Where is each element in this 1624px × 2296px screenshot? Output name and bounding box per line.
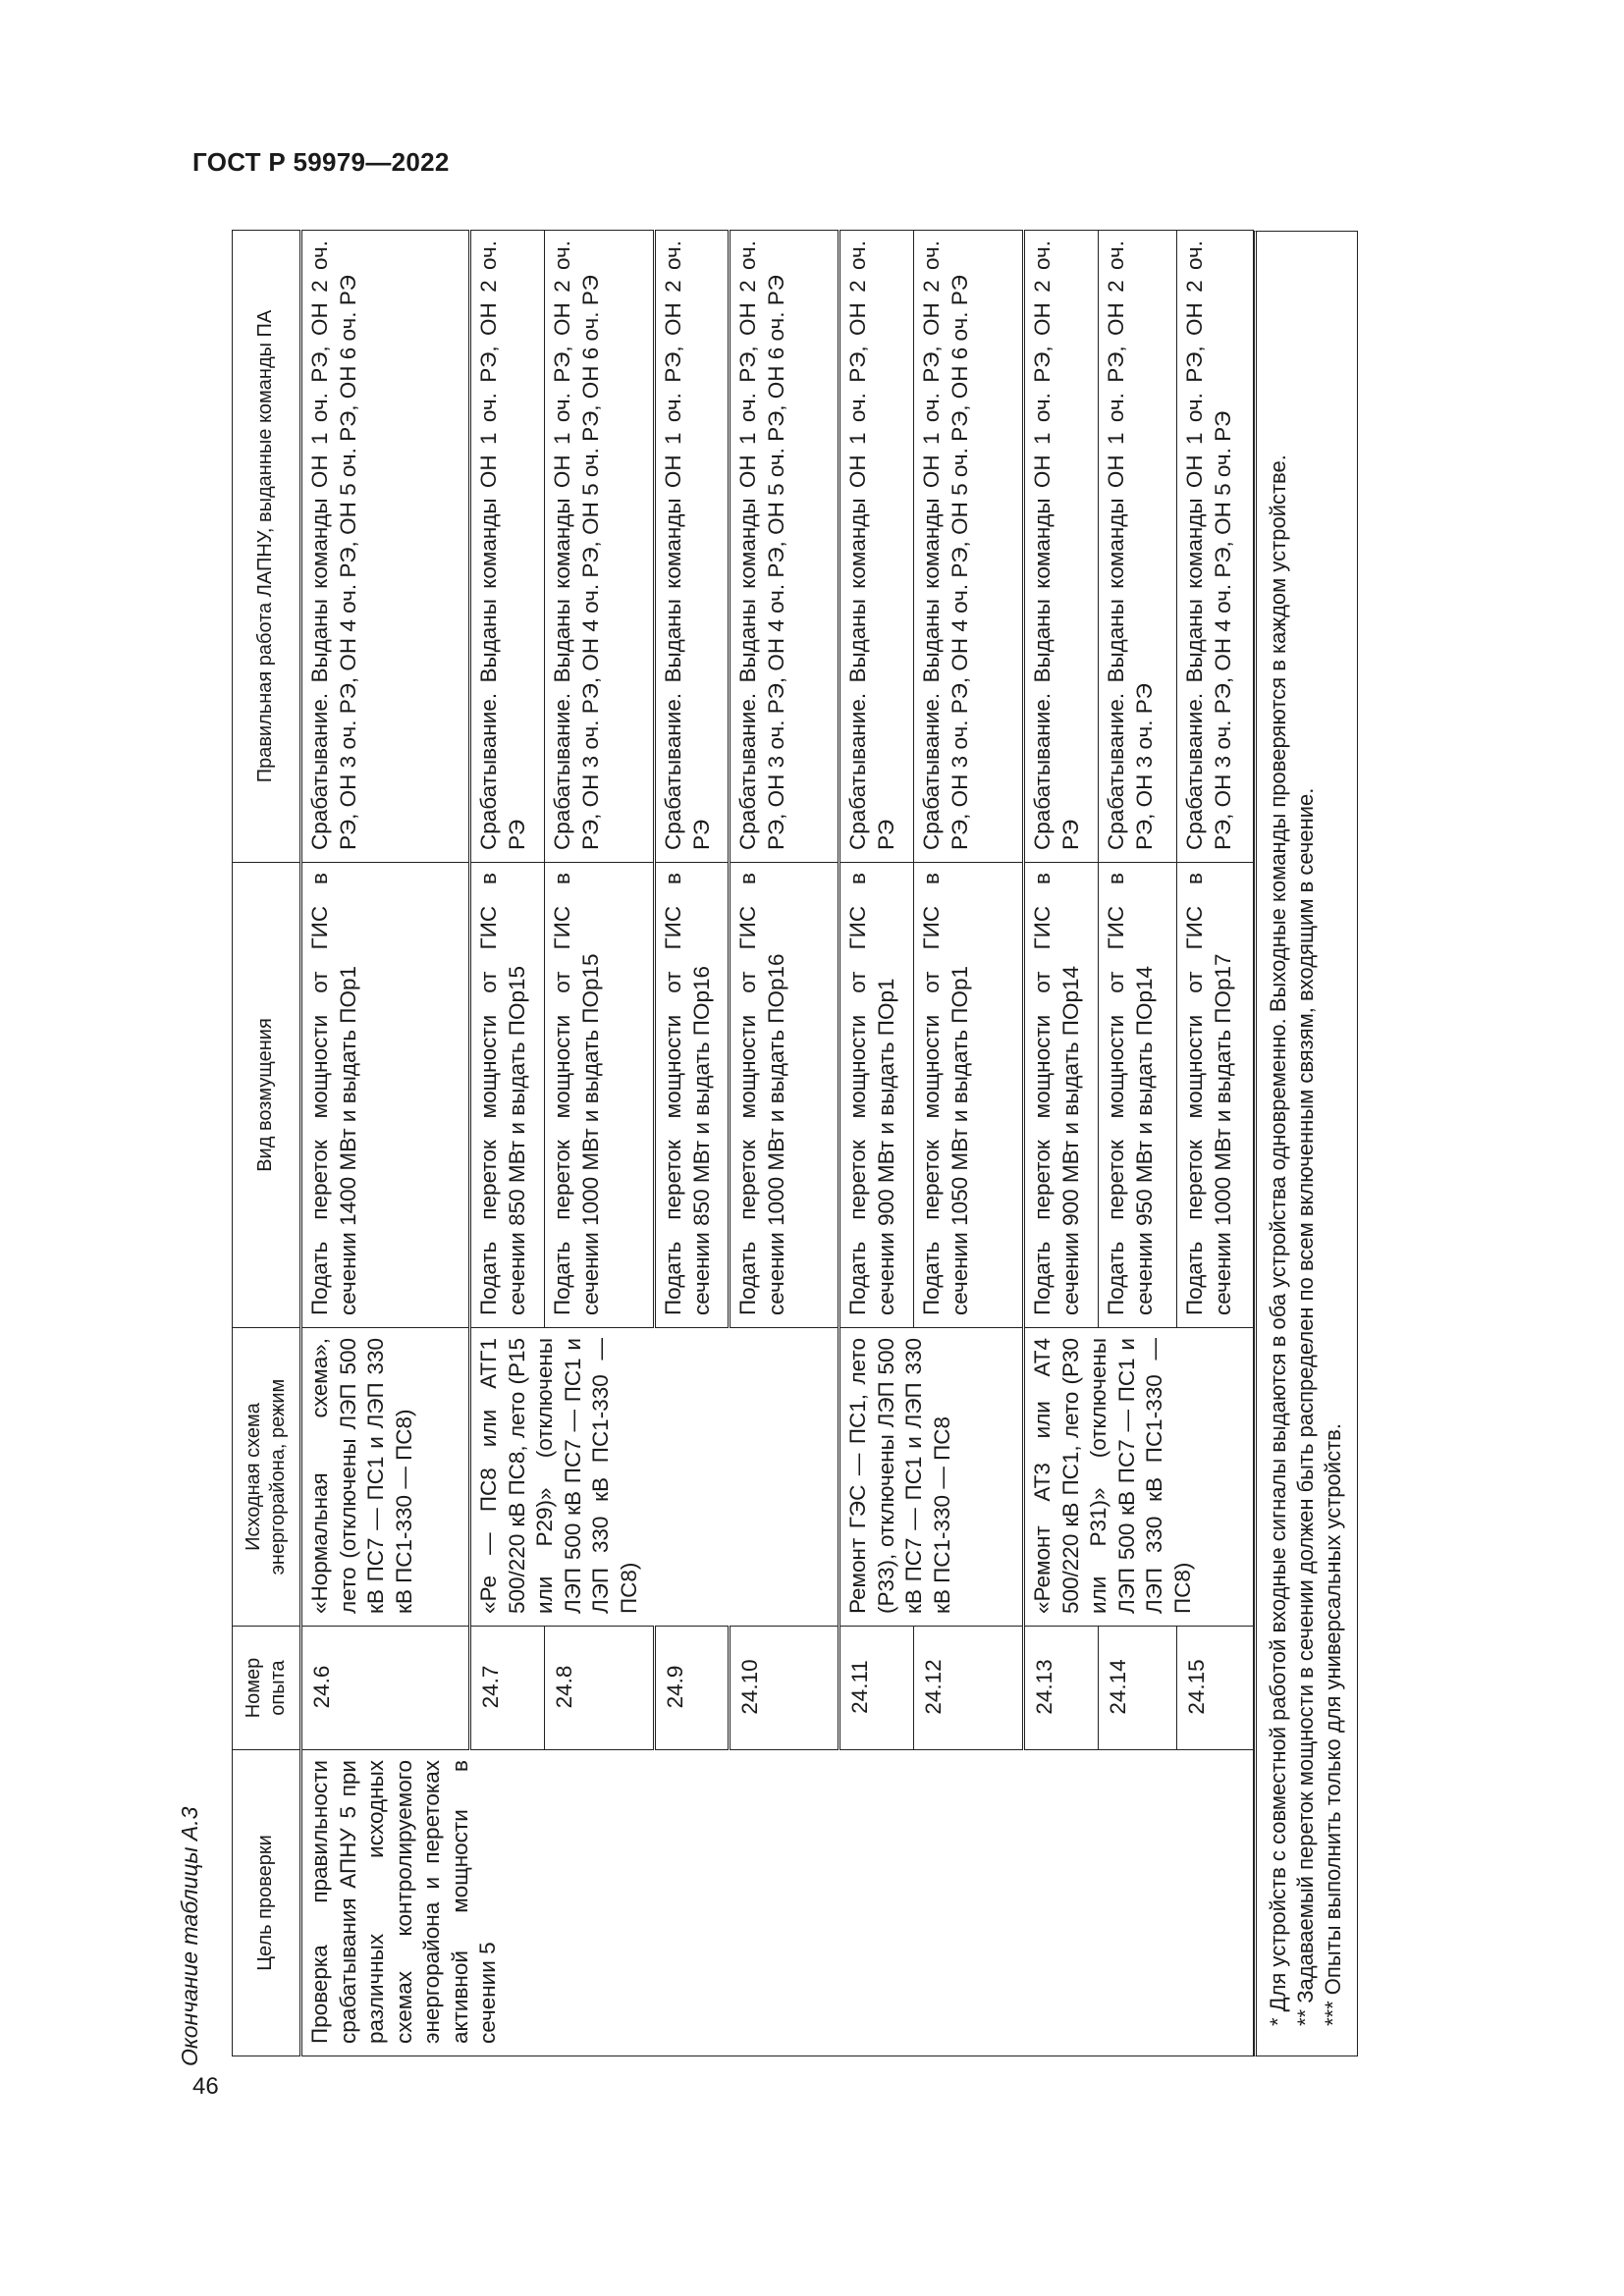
row-number: 24.9: [655, 1627, 730, 1750]
row-number: 24.11: [839, 1627, 914, 1750]
row-number: 24.14: [1099, 1627, 1177, 1750]
scheme-cell: «Ре — ПС8 или АТГ1 500/220 кВ ПС8, лето (Р15 или Р29)» (отключены ЛЭП 500 кВ ПС7 — ПС1 и ЛЭП 330 кВ ПС1-330 — ПС8): [470, 1328, 655, 1627]
row-number: 24.12: [914, 1627, 1024, 1750]
result-cell: Срабатывание. Выданы команды ОН 1 оч. РЭ, ОН 2 оч. РЭ: [470, 231, 545, 863]
disturbance-cell: Подать переток мощности от ГИС в сечении 850 МВт и выдать ПОр16: [655, 863, 730, 1328]
disturbance-cell: Подать переток мощности от ГИС в сечении 850 МВт и выдать ПОр15: [470, 863, 545, 1328]
disturbance-cell: Подать переток мощности от ГИС в сечении 900 МВт и выдать ПОр14: [1024, 863, 1099, 1328]
row-number: 24.10: [730, 1627, 839, 1750]
disturbance-cell: Подать переток мощности от ГИС в сечении 1000 МВт и выдать ПОр17: [1177, 863, 1254, 1328]
disturbance-cell: Подать переток мощности от ГИС в сечении 1050 МВт и выдать ПОр1: [914, 863, 1024, 1328]
result-cell: Срабатывание. Выданы команды ОН 1 оч. РЭ, ОН 2 оч. РЭ, ОН 3 оч. РЭ, ОН 4 оч. РЭ, ОН 5 оч. РЭ, ОН 6 оч. РЭ: [730, 231, 839, 863]
table-caption-wrap: [177, 1807, 203, 2066]
header-result: Правильная работа ЛАПНУ, выданные команды ПА: [233, 231, 301, 863]
goal-cell: Проверка правильности срабатывания АПНУ 5 при различных исходных схемах контролируемого энергорайона и перетоках активной мощности в сечении 5: [301, 1750, 1254, 2056]
disturbance-cell: Подать переток мощности от ГИС в сечении 1400 МВт и выдать ПОр1: [301, 863, 470, 1328]
scheme-cell: «Ремонт АТ3 или АТ4 500/220 кВ ПС1, лето (Р30 или Р31)» (отключены ЛЭП 500 кВ ПС7 — ПС1 и ЛЭП 330 кВ ПС1-330 — ПС8): [1024, 1328, 1254, 1627]
table-row: [301, 231, 470, 2056]
result-cell: Срабатывание. Выданы команды ОН 1 оч. РЭ, ОН 2 оч. РЭ: [839, 231, 914, 863]
disturbance-cell: Подать переток мощности от ГИС в сечении 950 МВт и выдать ПОр14: [1099, 863, 1177, 1328]
checks-table: [232, 230, 1254, 2056]
page-number: 46: [192, 2073, 219, 2100]
result-cell: Срабатывание. Выданы команды ОН 1 оч. РЭ, ОН 2 оч. РЭ, ОН 3 оч. РЭ, ОН 4 оч. РЭ, ОН 5 оч. РЭ, ОН 6 оч. РЭ: [914, 231, 1024, 863]
row-number: 24.13: [1024, 1627, 1099, 1750]
disturbance-cell: Подать переток мощности от ГИС в сечении 1000 МВт и выдать ПОр15: [545, 863, 655, 1328]
header-number: Номер опыта: [233, 1627, 301, 1750]
disturbance-cell: Подать переток мощности от ГИС в сечении 1000 МВт и выдать ПОр16: [730, 863, 839, 1328]
header-goal: Цель проверки: [233, 1750, 301, 2056]
scheme-cell: «Нормальная схема», лето (отключены ЛЭП 500 кВ ПС7 — ПС1 и ЛЭП 330 кВ ПС1-330 — ПС8): [301, 1328, 470, 1627]
row-number: 24.8: [545, 1627, 655, 1750]
header-disturbance: Вид возмущения: [233, 863, 301, 1328]
scheme-cell: Ремонт ГЭС — ПС1, лето (Р33), отключены ЛЭП 500 кВ ПС7 — ПС1 и ЛЭП 330 кВ ПС1-330 — ПС8: [839, 1328, 1024, 1627]
scheme-cell-continued: [730, 1328, 839, 1627]
disturbance-cell: Подать переток мощности от ГИС в сечении 900 МВт и выдать ПОр1: [839, 863, 914, 1328]
table-caption: Окончание таблицы А.3: [177, 1806, 202, 2066]
table-header-row: [233, 231, 301, 2056]
note-1: * Для устройств с совместной работой входные сигналы выдаются в оба устройства одновременно. Выходные команды проверяются в каждом устройстве.: [1266, 454, 1290, 2026]
result-cell: Срабатывание. Выданы команды ОН 1 оч. РЭ, ОН 2 оч. РЭ, ОН 3 оч. РЭ, ОН 4 оч. РЭ, ОН 5 оч. РЭ, ОН 6 оч. РЭ: [545, 231, 655, 863]
header-scheme: Исходная схема энергорайона, режим: [233, 1328, 301, 1627]
result-cell: Срабатывание. Выданы команды ОН 1 оч. РЭ, ОН 2 оч. РЭ: [1024, 231, 1099, 863]
result-cell: Срабатывание. Выданы команды ОН 1 оч. РЭ, ОН 2 оч. РЭ, ОН 3 оч. РЭ: [1099, 231, 1177, 863]
result-cell: Срабатывание. Выданы команды ОН 1 оч. РЭ, ОН 2 оч. РЭ, ОН 3 оч. РЭ, ОН 4 оч. РЭ, ОН 5 оч. РЭ, ОН 6 оч. РЭ: [301, 231, 470, 863]
rotated-table-block: [232, 231, 1408, 2056]
note-2: ** Задаваемый переток мощности в сечении должен быть распределен по всем включенным связям, входящим в сечение.: [1292, 787, 1318, 2026]
document-title: ГОСТ Р 59979—2022: [192, 147, 450, 177]
scheme-cell-continued: [655, 1328, 730, 1627]
row-number: 24.6: [301, 1627, 470, 1750]
table-notes: [1254, 231, 1358, 2056]
note-3: *** Опыты выполнить только для универсальных устройств.: [1320, 1423, 1345, 2026]
row-number: 24.15: [1177, 1627, 1254, 1750]
result-cell: Срабатывание. Выданы команды ОН 1 оч. РЭ, ОН 2 оч. РЭ, ОН 3 оч. РЭ, ОН 4 оч. РЭ, ОН 5 оч. РЭ: [1177, 231, 1254, 863]
row-number: 24.7: [470, 1627, 545, 1750]
result-cell: Срабатывание. Выданы команды ОН 1 оч. РЭ, ОН 2 оч. РЭ: [655, 231, 730, 863]
